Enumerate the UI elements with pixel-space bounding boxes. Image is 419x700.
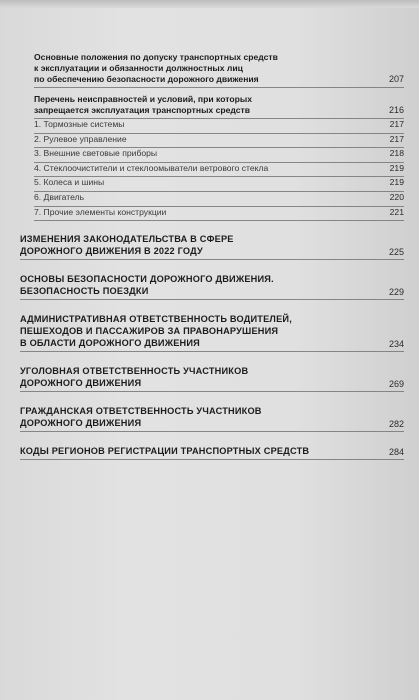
toc-section-title-line: УГОЛОВНАЯ ОТВЕТСТВЕННОСТЬ УЧАСТНИКОВ xyxy=(20,366,249,377)
toc-page-number: 229 xyxy=(388,287,404,298)
toc-section-safety-basics[interactable] xyxy=(20,273,404,297)
toc-page-number: 220 xyxy=(389,191,404,202)
toc-item-label: 3. Внешние световые приборы xyxy=(34,148,158,159)
toc-page-number: 225 xyxy=(388,247,404,258)
toc-section-title-line: ОСНОВЫ БЕЗОПАСНОСТИ ДОРОЖНОГО ДВИЖЕНИЯ. xyxy=(20,274,274,285)
toc-item-label: 4. Стеклоочистители и стеклоомыватели ветрового стекла xyxy=(34,162,269,173)
toc-section-title xyxy=(20,365,404,389)
toc-item[interactable] xyxy=(34,148,404,160)
separator-line xyxy=(20,431,404,432)
toc-page-number: 217 xyxy=(389,133,404,144)
toc-subsection-defects xyxy=(34,94,404,221)
toc-item[interactable] xyxy=(34,134,404,146)
toc-section-title-line: АДМИНИСТРАТИВНАЯ ОТВЕТСТВЕННОСТЬ ВОДИТЕЛЕЙ, xyxy=(20,314,292,325)
toc-section-civil-liability[interactable] xyxy=(20,405,404,429)
toc-section-title-line: ГРАЖДАНСКАЯ ОТВЕТСТВЕННОСТЬ УЧАСТНИКОВ xyxy=(20,406,262,417)
toc-section-title-line: БЕЗОПАСНОСТЬ ПОЕЗДКИ xyxy=(20,286,149,297)
toc-page-number: 207 xyxy=(388,74,404,84)
toc-entry-title-line: к эксплуатации и обязанности должностных лиц xyxy=(34,63,243,73)
toc-page-number: 282 xyxy=(388,419,404,430)
toc-page-number: 218 xyxy=(389,148,404,159)
toc-page-number: 219 xyxy=(389,162,404,173)
toc-entry-title-line: по обеспечению безопасности дорожного движения xyxy=(34,74,259,84)
toc-section-title xyxy=(20,445,404,457)
toc-page-number: 216 xyxy=(388,105,404,115)
toc-subsection-admission xyxy=(34,52,404,88)
separator-line xyxy=(34,220,404,221)
toc-entry-title-line: Перечень неисправностей и условий, при которых xyxy=(34,94,252,104)
toc-item-label: 5. Колеса и шины xyxy=(34,177,105,188)
toc-entry-title-line: Основные положения по допуску транспортных средств xyxy=(34,52,278,62)
toc-section-title-line: ДОРОЖНОГО ДВИЖЕНИЯ В 2022 ГОДУ xyxy=(20,246,203,257)
toc-item-label: 7. Прочие элементы конструкции xyxy=(34,206,167,217)
table-of-contents xyxy=(20,52,404,460)
toc-section-title xyxy=(20,313,404,349)
toc-page-number: 234 xyxy=(388,339,404,350)
toc-item-label: 2. Рулевое управление xyxy=(34,133,127,144)
toc-section-title xyxy=(20,233,404,257)
toc-item[interactable] xyxy=(34,207,404,219)
toc-entry-defects[interactable] xyxy=(34,94,404,116)
toc-section-title xyxy=(20,273,404,297)
separator-line xyxy=(20,259,404,260)
toc-page-number: 221 xyxy=(389,206,404,217)
toc-item[interactable] xyxy=(34,177,404,189)
toc-item[interactable] xyxy=(34,119,404,131)
toc-page-number: 217 xyxy=(389,119,404,129)
toc-item[interactable] xyxy=(34,163,404,175)
toc-item-label: 6. Двигатель xyxy=(34,191,85,202)
toc-page-number: 284 xyxy=(388,447,404,458)
toc-item-label: 1. Тормозные системы xyxy=(34,119,125,129)
toc-section-title-line: ИЗМЕНЕНИЯ ЗАКОНОДАТЕЛЬСТВА В СФЕРЕ xyxy=(20,234,234,245)
toc-entry-title-line: запрещается эксплуатация транспортных средств xyxy=(34,105,250,115)
toc-section-region-codes[interactable] xyxy=(20,445,404,457)
toc-entry-admission[interactable] xyxy=(34,52,404,85)
toc-item[interactable] xyxy=(34,192,404,204)
toc-page-number: 269 xyxy=(388,379,404,390)
toc-section-title xyxy=(20,405,404,429)
page-top-edge xyxy=(0,0,419,8)
separator-line xyxy=(20,351,404,352)
toc-page-number: 219 xyxy=(389,177,404,188)
separator-line xyxy=(34,87,404,88)
separator-line xyxy=(20,299,404,300)
separator-line xyxy=(20,459,404,460)
toc-section-title-line: ДОРОЖНОГО ДВИЖЕНИЯ xyxy=(20,418,142,429)
toc-section-title-line: КОДЫ РЕГИОНОВ РЕГИСТРАЦИИ ТРАНСПОРТНЫХ СРЕДСТВ xyxy=(20,446,310,457)
toc-section-administrative-liability[interactable] xyxy=(20,313,404,349)
toc-section-legislation-changes[interactable] xyxy=(20,233,404,257)
separator-line xyxy=(20,391,404,392)
toc-section-title-line: В ОБЛАСТИ ДОРОЖНОГО ДВИЖЕНИЯ xyxy=(20,338,200,349)
toc-section-criminal-liability[interactable] xyxy=(20,365,404,389)
toc-section-title-line: ПЕШЕХОДОВ И ПАССАЖИРОВ ЗА ПРАВОНАРУШЕНИЯ xyxy=(20,326,279,337)
toc-section-title-line: ДОРОЖНОГО ДВИЖЕНИЯ xyxy=(20,378,142,389)
